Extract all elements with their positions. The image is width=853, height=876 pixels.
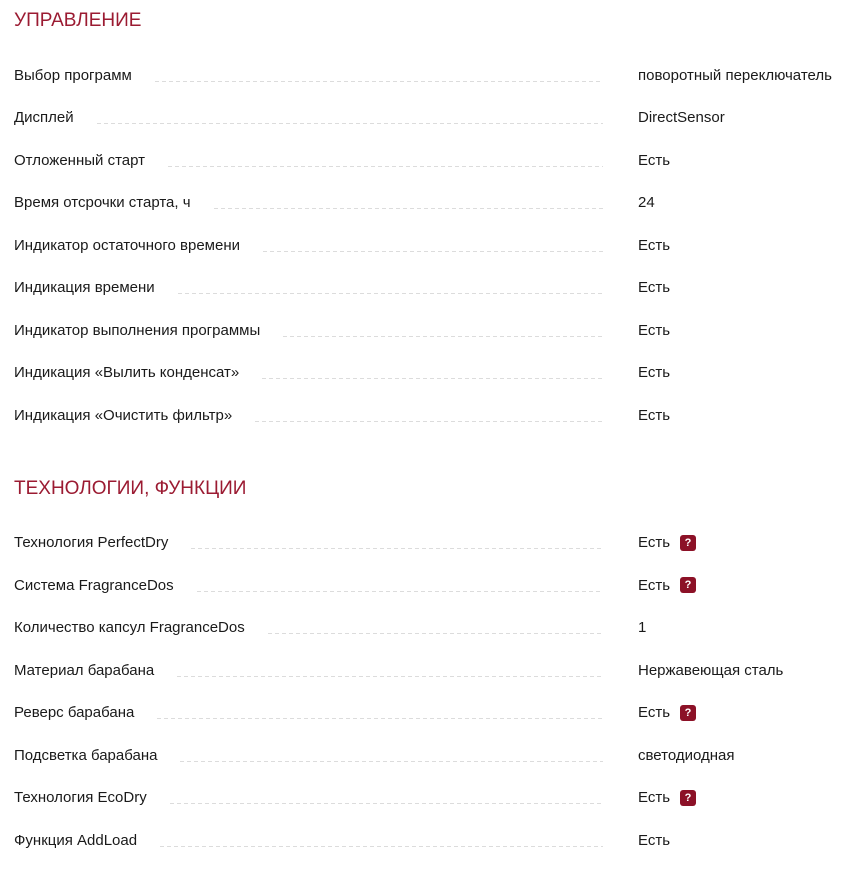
help-icon[interactable]: ? [680, 577, 696, 593]
spec-label: Подсветка барабана [14, 746, 158, 764]
spec-row [14, 692, 839, 735]
spec-value: Есть [638, 406, 671, 424]
spec-value: Нержавеющая сталь [638, 661, 784, 679]
dotted-leader [168, 166, 603, 167]
dotted-leader [155, 81, 603, 82]
spec-value: Есть [638, 321, 671, 339]
spec-row [14, 564, 839, 607]
section-title: УПРАВЛЕНИЕ [14, 10, 142, 31]
section-title: ТЕХНОЛОГИИ, ФУНКЦИИ [14, 477, 247, 499]
spec-value-cell [638, 364, 839, 381]
spec-label: Технология EcoDry [14, 789, 147, 807]
spec-row [14, 734, 839, 777]
spec-row [14, 97, 839, 140]
spec-value-cell [638, 279, 839, 296]
help-icon[interactable]: ? [680, 790, 696, 806]
spec-value: Есть [638, 236, 671, 254]
spec-row [14, 182, 839, 225]
spec-label: Индикация «Вылить конденсат» [14, 364, 240, 382]
spec-value-cell [638, 747, 839, 764]
spec-value: 24 [638, 194, 655, 212]
spec-row [14, 522, 839, 565]
spec-section [0, 0, 853, 437]
dotted-leader [160, 846, 603, 847]
dotted-leader [214, 208, 603, 209]
spec-row [14, 139, 839, 182]
spec-label: Индикатор остаточного времени [14, 236, 240, 254]
dotted-leader [170, 803, 603, 804]
spec-label: Отложенный старт [14, 151, 146, 169]
spec-label: Индикация времени [14, 279, 155, 297]
spec-value: Есть [638, 534, 671, 552]
spec-rows [0, 54, 853, 437]
spec-label: Выбор программ [14, 66, 132, 84]
spec-row [14, 54, 839, 97]
spec-row [14, 224, 839, 267]
spec-value-cell [638, 67, 839, 84]
spec-value: Есть [638, 789, 671, 807]
spec-row [14, 649, 839, 692]
spec-label: Количество капсул FragranceDos [14, 619, 245, 637]
spec-label: Система FragranceDos [14, 576, 174, 594]
spec-label: Время отсрочки старта, ч [14, 194, 191, 212]
spec-value: Есть [638, 151, 671, 169]
dotted-leader [180, 761, 603, 762]
help-icon[interactable]: ? [680, 535, 696, 551]
dotted-leader [177, 676, 603, 677]
spec-value-cell [638, 704, 839, 721]
dotted-leader [191, 548, 603, 549]
spec-rows [0, 522, 853, 862]
dotted-leader [97, 123, 603, 124]
spec-section [0, 478, 853, 862]
spec-value-cell [638, 619, 839, 636]
spec-label: Материал барабана [14, 661, 155, 679]
spec-value: Есть [638, 576, 671, 594]
spec-value: Есть [638, 831, 671, 849]
spec-value: 1 [638, 619, 647, 637]
spec-value: Есть [638, 704, 671, 722]
dotted-leader [255, 421, 603, 422]
spec-label: Реверс барабана [14, 704, 135, 722]
dotted-leader [262, 378, 603, 379]
dotted-leader [157, 718, 603, 719]
spec-label: Индикатор выполнения программы [14, 321, 261, 339]
spec-row [14, 819, 839, 862]
spec-value: Есть [638, 364, 671, 382]
spec-value-cell [638, 789, 839, 806]
spec-row [14, 309, 839, 352]
spec-value: поворотный переключатель [638, 66, 832, 84]
dotted-leader [178, 293, 603, 294]
spec-value-cell [638, 194, 839, 211]
spec-value-cell [638, 152, 839, 169]
spec-value: DirectSensor [638, 109, 725, 127]
spec-value-cell [638, 534, 839, 551]
spec-label: Функция AddLoad [14, 831, 138, 849]
spec-row [14, 352, 839, 395]
spec-value-cell [638, 109, 839, 126]
spec-row [14, 267, 839, 310]
spec-value: светодиодная [638, 746, 735, 764]
spec-value-cell [638, 662, 839, 679]
spec-value: Есть [638, 279, 671, 297]
spec-label: Дисплей [14, 109, 74, 127]
spec-value-cell [638, 832, 839, 849]
spec-row [14, 777, 839, 820]
dotted-leader [197, 591, 603, 592]
spec-label: Индикация «Очистить фильтр» [14, 406, 233, 424]
help-icon[interactable]: ? [680, 705, 696, 721]
dotted-leader [283, 336, 603, 337]
spec-value-cell [638, 237, 839, 254]
spec-label: Технология PerfectDry [14, 534, 169, 552]
spec-row [14, 394, 839, 437]
dotted-leader [268, 633, 603, 634]
spec-row [14, 607, 839, 650]
spec-value-cell [638, 407, 839, 424]
spec-value-cell [638, 577, 839, 594]
spec-value-cell [638, 322, 839, 339]
dotted-leader [263, 251, 603, 252]
